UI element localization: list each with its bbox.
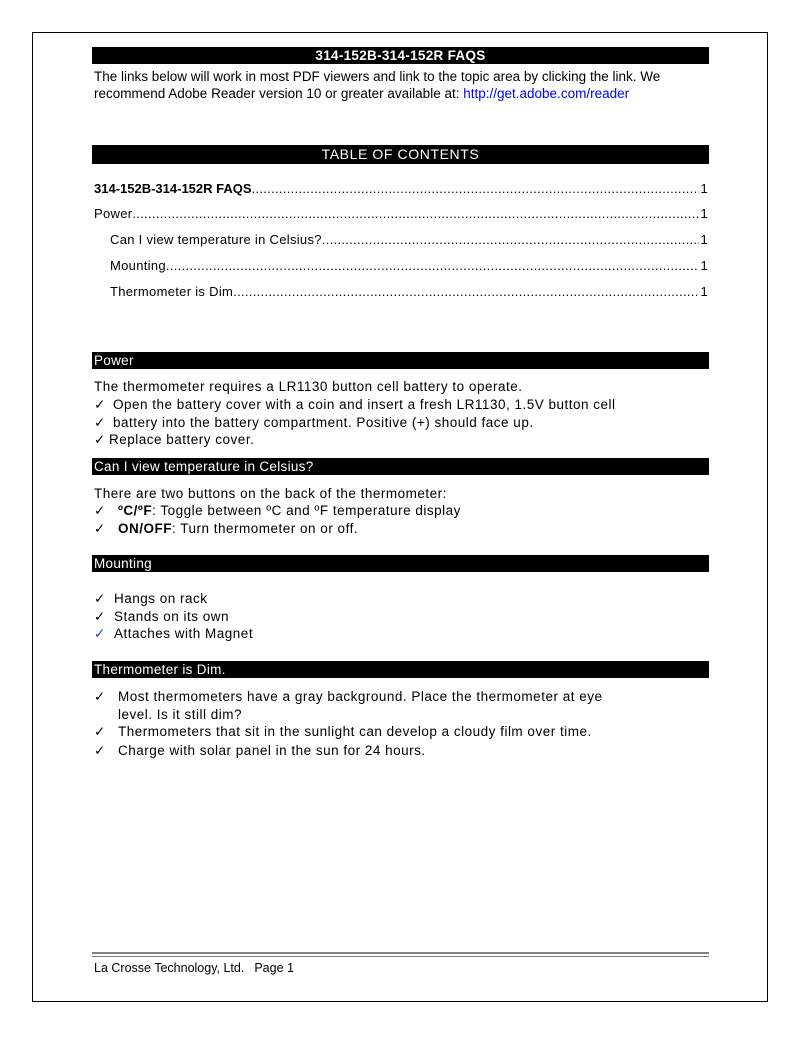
toc-entry-page: 1 xyxy=(700,232,708,247)
dim-item: ✓ Charge with solar panel in the sun for 24 hours. xyxy=(94,743,426,758)
footer xyxy=(94,960,294,976)
check-icon: ✓ xyxy=(94,724,106,739)
celsius-item: ✓ ON/OFF: Turn thermometer on or off. xyxy=(94,521,359,536)
footer-page-number: Page 1 xyxy=(254,961,294,975)
toc-entry-label: 314-152B-314-152R FAQS xyxy=(94,181,252,196)
toc-entry-page: 1 xyxy=(700,284,708,299)
toc-entry-page: 1 xyxy=(700,181,708,196)
power-intro: The thermometer requires a LR1130 button cell battery to operate. xyxy=(94,379,523,394)
toc-entry-label: Can I view temperature in Celsius? xyxy=(110,232,322,247)
toc-entry-power[interactable] xyxy=(94,205,708,222)
toc-entry-title[interactable] xyxy=(94,180,708,197)
check-icon: ✓ xyxy=(94,591,106,606)
check-icon: ✓ xyxy=(94,415,106,430)
intro-paragraph: The links below will work in most PDF viewers and link to the topic area by clicking the link. We recommend Adobe Reader version 10 or greater available at: xyxy=(94,69,661,101)
toc-entry-label: Thermometer is Dim. xyxy=(110,284,238,299)
mounting-item: ✓ Attaches with Magnet xyxy=(94,626,254,641)
check-icon: ✓ xyxy=(94,626,106,641)
dim-heading: Thermometer is Dim. xyxy=(92,661,709,678)
footer-rule xyxy=(92,956,709,957)
power-item: ✓ battery into the battery compartment. Positive (+) should face up. xyxy=(94,415,534,430)
celsius-intro: There are two buttons on the back of the thermometer: xyxy=(94,486,447,501)
check-icon: ✓ xyxy=(94,609,106,624)
power-item: ✓ Replace battery cover. xyxy=(94,432,255,447)
power-heading: Power xyxy=(92,352,709,369)
celsius-heading: Can I view temperature in Celsius? xyxy=(92,458,709,475)
mounting-item: ✓ Stands on its own xyxy=(94,609,230,624)
toc-entry-page: 1 xyxy=(700,206,708,221)
document-title: 314-152B-314-152R FAQS xyxy=(92,47,709,64)
dim-item-continued: level. Is it still dim? xyxy=(118,707,243,722)
toc-entry-celsius[interactable] xyxy=(110,231,708,248)
toc-leader-dots xyxy=(132,205,699,222)
adobe-reader-link[interactable]: http://get.adobe.com/reader xyxy=(463,86,630,101)
intro-text xyxy=(94,68,714,102)
check-icon: ✓ xyxy=(94,743,106,758)
toc-leader-dots xyxy=(166,257,700,274)
mounting-item: ✓ Hangs on rack xyxy=(94,591,208,606)
toc-entry-label: Power xyxy=(94,206,133,221)
power-item: ✓ Open the battery cover with a coin and insert a fresh LR1130, 1.5V button cell xyxy=(94,397,616,412)
toc-entry-page: 1 xyxy=(700,258,708,273)
check-icon: ✓ xyxy=(94,521,106,536)
toc-leader-dots xyxy=(237,283,699,300)
check-icon: ✓ xyxy=(94,503,106,518)
check-icon: ✓ xyxy=(94,689,106,704)
check-icon: ✓ xyxy=(94,432,106,447)
toc-entry-dim[interactable] xyxy=(110,283,708,300)
toc-leader-dots xyxy=(252,180,700,197)
toc-heading: TABLE OF CONTENTS xyxy=(92,145,709,164)
toc-leader-dots xyxy=(322,231,700,248)
footer-company: La Crosse Technology, Ltd. xyxy=(94,961,245,975)
toc-entry-mounting[interactable] xyxy=(110,257,708,274)
check-icon: ✓ xyxy=(94,397,106,412)
dim-item: ✓ Thermometers that sit in the sunlight can develop a cloudy film over time. xyxy=(94,724,592,739)
mounting-heading: Mounting xyxy=(92,555,709,572)
footer-rule xyxy=(92,952,709,954)
toc-entry-label: Mounting xyxy=(110,258,166,273)
celsius-item: ✓ ºC/ºF: Toggle between ºC and ºF temperature display xyxy=(94,503,461,518)
dim-item: ✓ Most thermometers have a gray background. Place the thermometer at eye xyxy=(94,689,603,704)
